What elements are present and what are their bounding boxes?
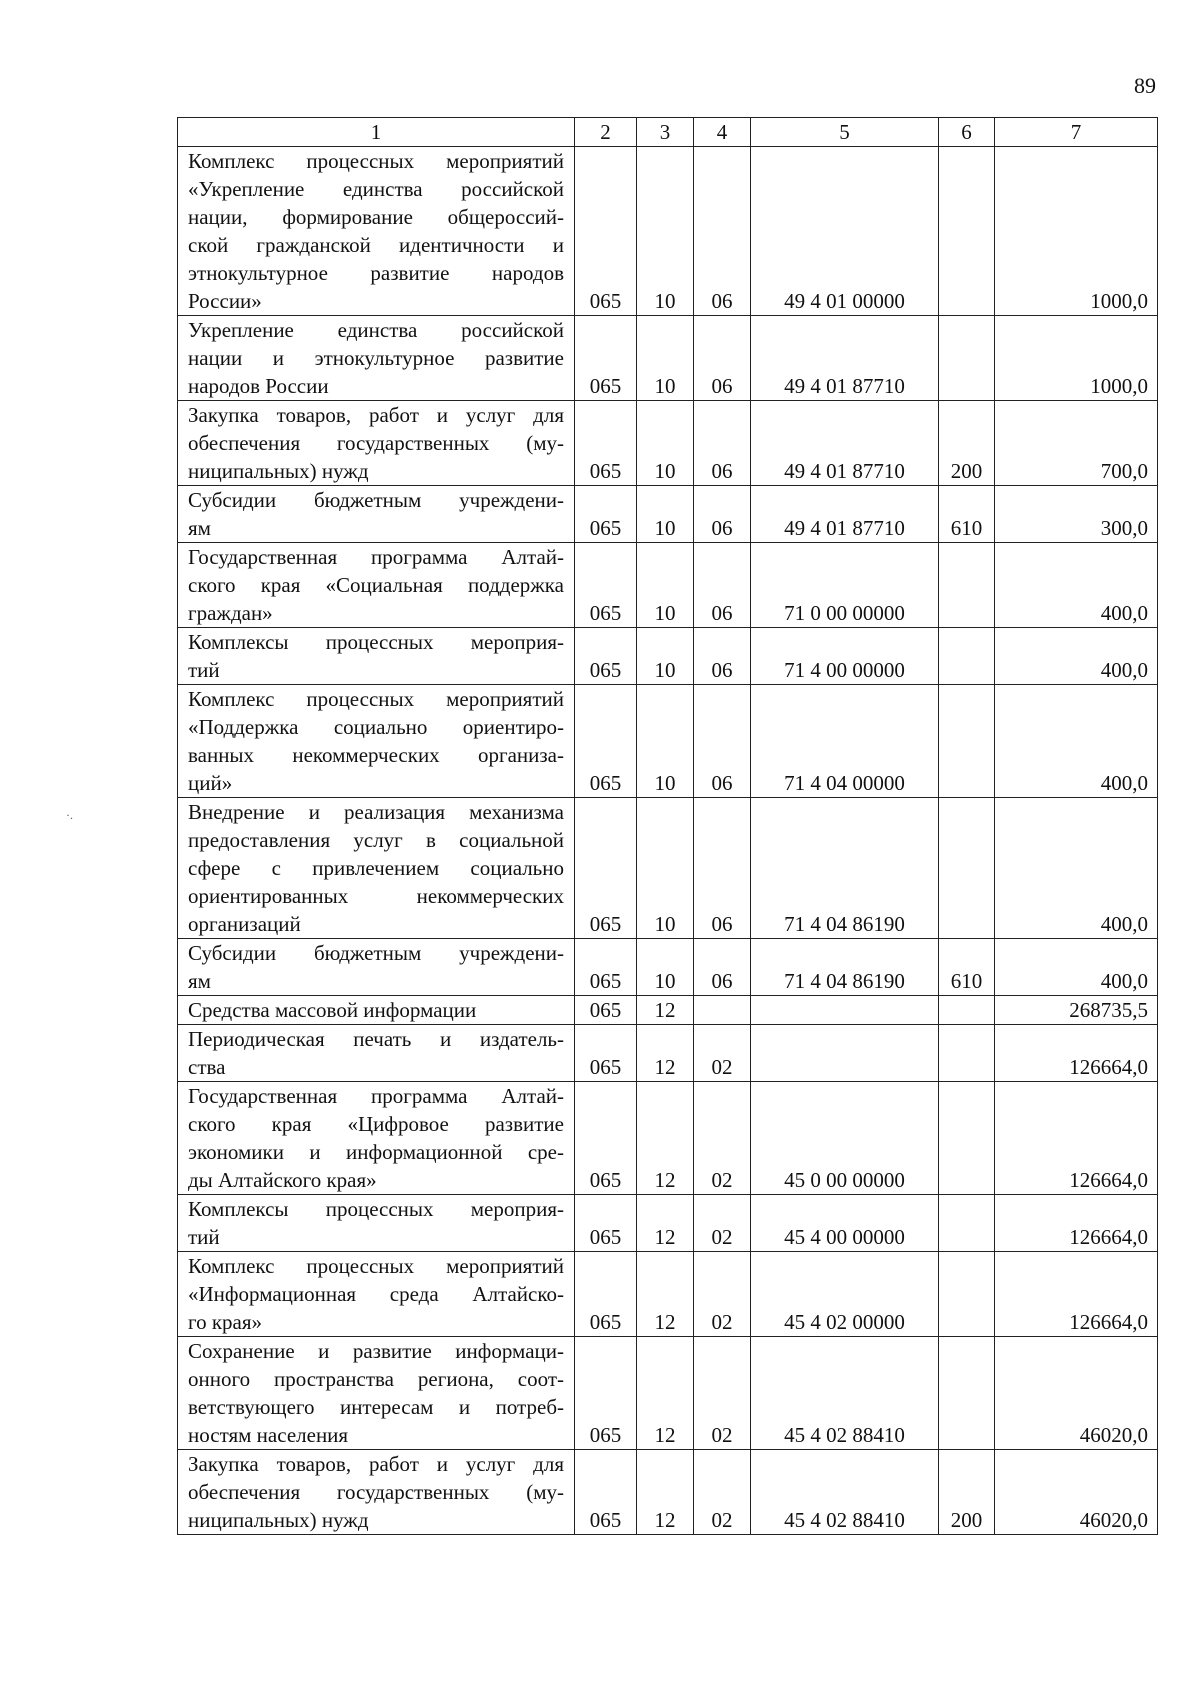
table-row	[178, 316, 1158, 401]
row-name-line: Государственная программа Алтай-	[188, 1084, 564, 1108]
row-name-cell	[178, 1337, 575, 1450]
header-col-4: 4	[694, 118, 751, 147]
amount-cell: 400,0	[995, 628, 1158, 685]
amount-cell: 126664,0	[995, 1082, 1158, 1195]
row-name-line: Периодическая печать и издатель-	[188, 1027, 564, 1051]
row-name-line: Государственная программа Алтай-	[188, 545, 564, 569]
admin-code-cell: 065	[575, 1195, 637, 1252]
row-name-line: ства	[188, 1055, 226, 1079]
table-row	[178, 486, 1158, 543]
admin-code-cell: 065	[575, 996, 637, 1025]
section-cell: 12	[637, 996, 694, 1025]
row-name-line: экономики и информационной сре-	[188, 1140, 564, 1164]
row-name-line: Закупка товаров, работ и услуг для	[188, 403, 564, 427]
amount-cell: 126664,0	[995, 1195, 1158, 1252]
target-article-cell: 49 4 01 87710	[751, 401, 939, 486]
section-cell: 12	[637, 1082, 694, 1195]
row-name-line: тий	[188, 658, 220, 682]
amount-cell: 400,0	[995, 798, 1158, 939]
target-article-cell: 71 4 00 00000	[751, 628, 939, 685]
row-name-line: Средства массовой информации	[188, 998, 477, 1022]
amount-cell: 126664,0	[995, 1025, 1158, 1082]
target-article-cell: 45 4 00 00000	[751, 1195, 939, 1252]
row-name-cell	[178, 543, 575, 628]
row-name-line: ванных некоммерческих организа-	[188, 743, 564, 767]
amount-cell: 400,0	[995, 939, 1158, 996]
row-name-cell	[178, 939, 575, 996]
section-cell: 12	[637, 1025, 694, 1082]
table-row	[178, 543, 1158, 628]
row-name-line: Внедрение и реализация механизма	[188, 800, 564, 824]
row-name-line: ориентированных некоммерческих	[188, 884, 564, 908]
admin-code-cell: 065	[575, 798, 637, 939]
row-name-cell	[178, 316, 575, 401]
expense-type-cell	[939, 1082, 995, 1195]
row-name-cell	[178, 996, 575, 1025]
row-name-line: ностям населения	[188, 1423, 349, 1447]
expense-type-cell	[939, 996, 995, 1025]
row-name-line: обеспечения государственных (му-	[188, 1480, 564, 1504]
admin-code-cell: 065	[575, 628, 637, 685]
table-body	[178, 147, 1158, 1535]
amount-cell: 400,0	[995, 685, 1158, 798]
expense-type-cell: 610	[939, 486, 995, 543]
row-name-cell	[178, 798, 575, 939]
header-col-6: 6	[939, 118, 995, 147]
admin-code-cell: 065	[575, 543, 637, 628]
row-name-cell	[178, 401, 575, 486]
expense-type-cell	[939, 1337, 995, 1450]
expense-type-cell	[939, 628, 995, 685]
table-row	[178, 939, 1158, 996]
expense-type-cell	[939, 685, 995, 798]
subsection-cell: 06	[694, 939, 751, 996]
amount-cell: 400,0	[995, 543, 1158, 628]
target-article-cell: 71 4 04 00000	[751, 685, 939, 798]
row-name-line: «Информационная среда Алтайско-	[188, 1282, 564, 1306]
target-article-cell: 71 4 04 86190	[751, 939, 939, 996]
section-cell: 10	[637, 316, 694, 401]
subsection-cell: 06	[694, 685, 751, 798]
budget-table	[177, 117, 1158, 1535]
table-row	[178, 1082, 1158, 1195]
section-cell: 10	[637, 401, 694, 486]
table-row	[178, 1252, 1158, 1337]
row-name-line: «Укрепление единства российской	[188, 177, 564, 201]
table-row	[178, 1025, 1158, 1082]
table-header-row	[178, 118, 1158, 147]
header-col-5: 5	[751, 118, 939, 147]
row-name-line: граждан»	[188, 601, 273, 625]
row-name-line: тий	[188, 1225, 220, 1249]
row-name-line: этнокультурное развитие народов	[188, 261, 564, 285]
subsection-cell: 06	[694, 147, 751, 316]
subsection-cell: 02	[694, 1337, 751, 1450]
target-article-cell: 71 0 00 00000	[751, 543, 939, 628]
expense-type-cell: 200	[939, 401, 995, 486]
expense-type-cell	[939, 147, 995, 316]
row-name-line: организаций	[188, 912, 301, 936]
target-article-cell: 49 4 01 87710	[751, 316, 939, 401]
table-row	[178, 685, 1158, 798]
row-name-line: ского края «Социальная поддержка	[188, 573, 564, 597]
expense-type-cell	[939, 1195, 995, 1252]
table-row	[178, 798, 1158, 939]
subsection-cell: 06	[694, 401, 751, 486]
table-row	[178, 147, 1158, 316]
target-article-cell: 49 4 01 00000	[751, 147, 939, 316]
scan-speck: ·.	[66, 808, 73, 822]
subsection-cell: 02	[694, 1195, 751, 1252]
row-name-line: ям	[188, 516, 211, 540]
target-article-cell: 71 4 04 86190	[751, 798, 939, 939]
expense-type-cell	[939, 316, 995, 401]
row-name-cell	[178, 1025, 575, 1082]
subsection-cell: 06	[694, 628, 751, 685]
expense-type-cell: 610	[939, 939, 995, 996]
admin-code-cell: 065	[575, 1082, 637, 1195]
section-cell: 10	[637, 939, 694, 996]
target-article-cell: 45 4 02 00000	[751, 1252, 939, 1337]
target-article-cell: 45 4 02 88410	[751, 1450, 939, 1535]
amount-cell: 1000,0	[995, 316, 1158, 401]
row-name-line: Комплексы процессных мероприя-	[188, 630, 564, 654]
amount-cell: 1000,0	[995, 147, 1158, 316]
header-col-7: 7	[995, 118, 1158, 147]
admin-code-cell: 065	[575, 486, 637, 543]
expense-type-cell: 200	[939, 1450, 995, 1535]
row-name-line: ниципальных) нужд	[188, 1508, 369, 1532]
amount-cell: 268735,5	[995, 996, 1158, 1025]
row-name-line: Комплекс процессных мероприятий	[188, 1254, 564, 1278]
page-number: 89	[1134, 73, 1156, 98]
row-name-line: нации, формирование общероссий-	[188, 205, 564, 229]
admin-code-cell: 065	[575, 939, 637, 996]
amount-cell: 300,0	[995, 486, 1158, 543]
row-name-line: онного пространства региона, соот-	[188, 1367, 564, 1391]
row-name-line: Комплексы процессных мероприя-	[188, 1197, 564, 1221]
amount-cell: 126664,0	[995, 1252, 1158, 1337]
section-cell: 12	[637, 1337, 694, 1450]
admin-code-cell: 065	[575, 1450, 637, 1535]
subsection-cell: 06	[694, 798, 751, 939]
row-name-cell	[178, 628, 575, 685]
row-name-line: ниципальных) нужд	[188, 459, 369, 483]
row-name-cell	[178, 1252, 575, 1337]
subsection-cell: 06	[694, 316, 751, 401]
subsection-cell	[694, 996, 751, 1025]
subsection-cell: 06	[694, 543, 751, 628]
amount-cell: 46020,0	[995, 1337, 1158, 1450]
section-cell: 12	[637, 1450, 694, 1535]
target-article-cell: 49 4 01 87710	[751, 486, 939, 543]
admin-code-cell: 065	[575, 1252, 637, 1337]
header-col-1: 1	[178, 118, 575, 147]
row-name-cell	[178, 1195, 575, 1252]
row-name-line: ветствующего интересам и потреб-	[188, 1395, 564, 1419]
row-name-line: ского края «Цифровое развитие	[188, 1112, 564, 1136]
section-cell: 10	[637, 685, 694, 798]
subsection-cell: 02	[694, 1082, 751, 1195]
admin-code-cell: 065	[575, 1025, 637, 1082]
subsection-cell: 02	[694, 1450, 751, 1535]
row-name-line: «Поддержка социально ориентиро-	[188, 715, 564, 739]
subsection-cell: 02	[694, 1252, 751, 1337]
section-cell: 12	[637, 1195, 694, 1252]
row-name-line: ций»	[188, 771, 233, 795]
expense-type-cell	[939, 543, 995, 628]
row-name-line: Закупка товаров, работ и услуг для	[188, 1452, 564, 1476]
table-row	[178, 628, 1158, 685]
target-article-cell	[751, 1025, 939, 1082]
row-name-line: Субсидии бюджетным учреждени-	[188, 941, 564, 965]
admin-code-cell: 065	[575, 147, 637, 316]
row-name-line: Комплекс процессных мероприятий	[188, 687, 564, 711]
target-article-cell: 45 0 00 00000	[751, 1082, 939, 1195]
table-row	[178, 1337, 1158, 1450]
table-row	[178, 1450, 1158, 1535]
header-col-2: 2	[575, 118, 637, 147]
amount-cell: 46020,0	[995, 1450, 1158, 1535]
section-cell: 10	[637, 486, 694, 543]
row-name-line: народов России	[188, 374, 329, 398]
section-cell: 10	[637, 628, 694, 685]
target-article-cell	[751, 996, 939, 1025]
row-name-line: Укрепление единства российской	[188, 318, 564, 342]
admin-code-cell: 065	[575, 401, 637, 486]
target-article-cell: 45 4 02 88410	[751, 1337, 939, 1450]
row-name-line: Субсидии бюджетным учреждени-	[188, 488, 564, 512]
row-name-line: Комплекс процессных мероприятий	[188, 149, 564, 173]
row-name-cell	[178, 1450, 575, 1535]
amount-cell: 700,0	[995, 401, 1158, 486]
row-name-line: ды Алтайского края»	[188, 1168, 377, 1192]
row-name-line: Сохранение и развитие информаци-	[188, 1339, 564, 1363]
row-name-line: ской гражданской идентичности и	[188, 233, 564, 257]
row-name-line: предоставления услуг в социальной	[188, 828, 564, 852]
admin-code-cell: 065	[575, 1337, 637, 1450]
expense-type-cell	[939, 1252, 995, 1337]
row-name-line: обеспечения государственных (му-	[188, 431, 564, 455]
section-cell: 10	[637, 543, 694, 628]
header-col-3: 3	[637, 118, 694, 147]
table-row	[178, 996, 1158, 1025]
subsection-cell: 02	[694, 1025, 751, 1082]
section-cell: 12	[637, 1252, 694, 1337]
table-row	[178, 401, 1158, 486]
section-cell: 10	[637, 798, 694, 939]
subsection-cell: 06	[694, 486, 751, 543]
row-name-cell	[178, 685, 575, 798]
section-cell: 10	[637, 147, 694, 316]
expense-type-cell	[939, 798, 995, 939]
row-name-line: нации и этнокультурное развитие	[188, 346, 564, 370]
row-name-line: ям	[188, 969, 211, 993]
row-name-cell	[178, 1082, 575, 1195]
row-name-line: сфере с привлечением социально	[188, 856, 564, 880]
admin-code-cell: 065	[575, 685, 637, 798]
expense-type-cell	[939, 1025, 995, 1082]
row-name-cell	[178, 147, 575, 316]
row-name-line: России»	[188, 289, 262, 313]
admin-code-cell: 065	[575, 316, 637, 401]
row-name-line: го края»	[188, 1310, 263, 1334]
row-name-cell	[178, 486, 575, 543]
table-row	[178, 1195, 1158, 1252]
